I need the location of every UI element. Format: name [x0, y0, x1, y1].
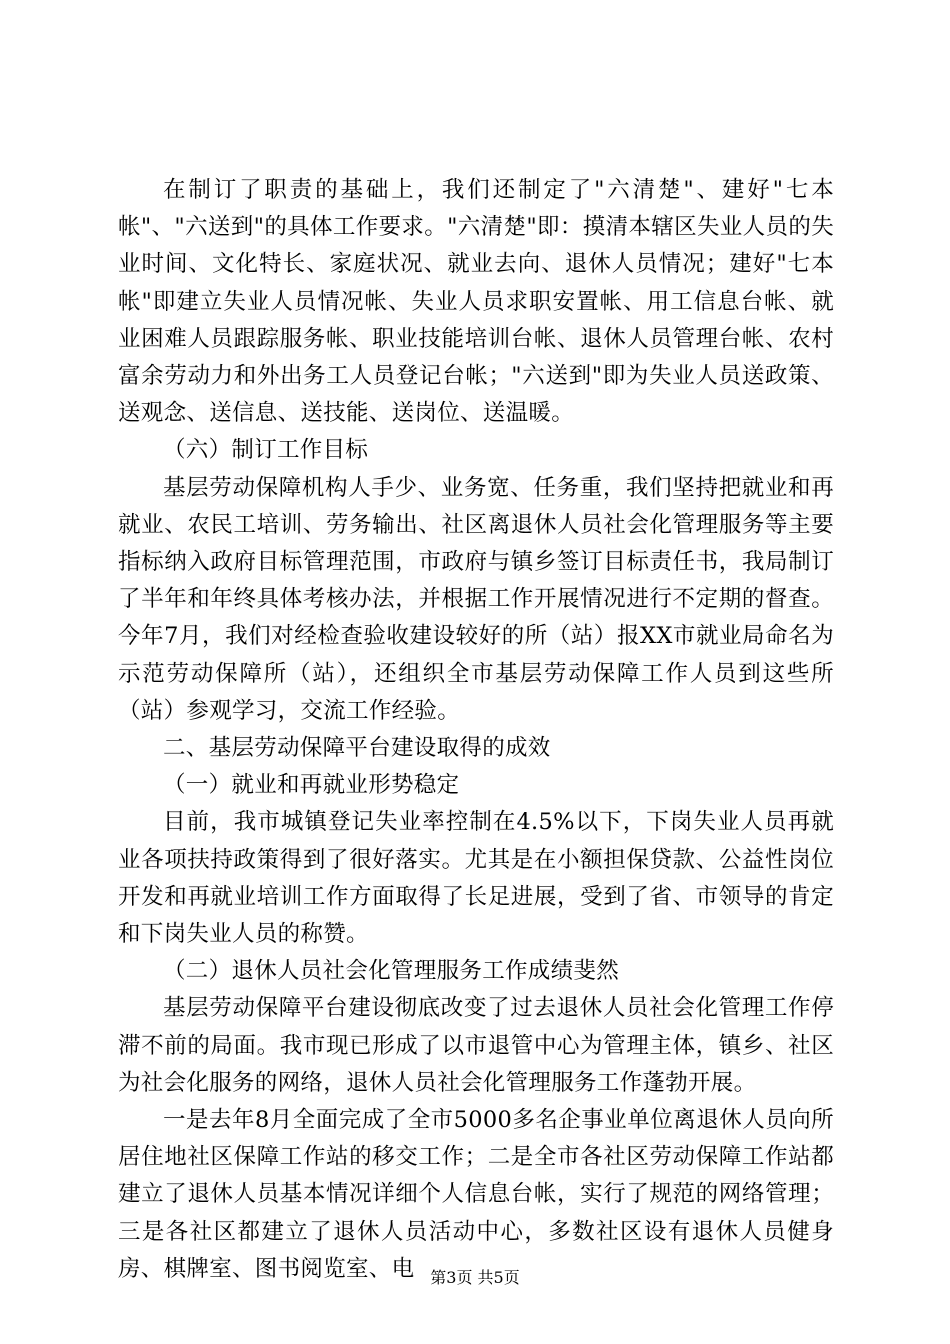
heading-employment-stable: （一）就业和再就业形势稳定 [163, 772, 460, 799]
page-number-footer: 第3页 共5页 [430, 1268, 520, 1287]
heading-achievements: 二、基层劳动保障平台建设取得的成效 [163, 735, 551, 762]
paragraph-retiree-details: 一是去年8月全面完成了全市5000多名企事业单位离退休人员向所居住地社区保障工作站的移交工作；二是全市各社区劳动保障工作站都建立了退休人员基本情况详细个人信息台帐，实行了规范的网络管理；三是各社区都建立了退休人员活动中心，多数社区设有退休人员健身房、棋牌室、图书阅览室、电 [118, 1107, 834, 1282]
paragraph-unemployment-rate: 目前，我市城镇登记失业率控制在4.5%以下，下岗失业人员再就业各项扶持政策得到了很好落实。尤其是在小额担保贷款、公益性岗位开发和再就业培训工作方面取得了长足进展，受到了省、市领导的肯定和下岗失业人员的称赞。 [118, 809, 834, 948]
paragraph-goal-management: 基层劳动保障机构人手少、业务宽、任务重，我们坚持把就业和再就业、农民工培训、劳务输出、社区离退休人员社会化管理服务等主要指标纳入政府目标管理范围，市政府与镇乡签订目标责任书，我局制订了半年和年终具体考核办法，并根据工作开展情况进行不定期的督查。今年7月，我们对经检查验收建设较好的所（站）报XX市就业局命名为示范劳动保障所（站），还组织全市基层劳动保障工作人员到这些所（站）参观学习，交流工作经验。 [118, 474, 834, 724]
heading-retiree-services: （二）退休人员社会化管理服务工作成绩斐然 [163, 958, 620, 985]
paragraph-ledger-requirements: 在制订了职责的基础上，我们还制定了"六清楚"、建好"七本帐"、"六送到"的具体工作要求。"六清楚"即：摸清本辖区失业人员的失业时间、文化特长、家庭状况、就业去向、退休人员情况；建好"七本帐"即建立失业人员情况帐、失业人员求职安置帐、用工信息台帐、就业困难人员跟踪服务帐、职业技能培训台帐、退休人员管理台帐、农村富余劳动力和外出务工人员登记台帐；"六送到"即为失业人员送政策、送观念、送信息、送技能、送岗位、送温暖。 [118, 177, 834, 427]
document-body [118, 172, 834, 1288]
heading-work-goals: （六）制订工作目标 [163, 437, 369, 464]
paragraph-retiree-network: 基层劳动保障平台建设彻底改变了过去退休人员社会化管理工作停滞不前的局面。我市现已形成了以市退管中心为管理主体，镇乡、社区为社会化服务的网络，退休人员社会化管理服务工作蓬勃开展。 [118, 995, 834, 1096]
